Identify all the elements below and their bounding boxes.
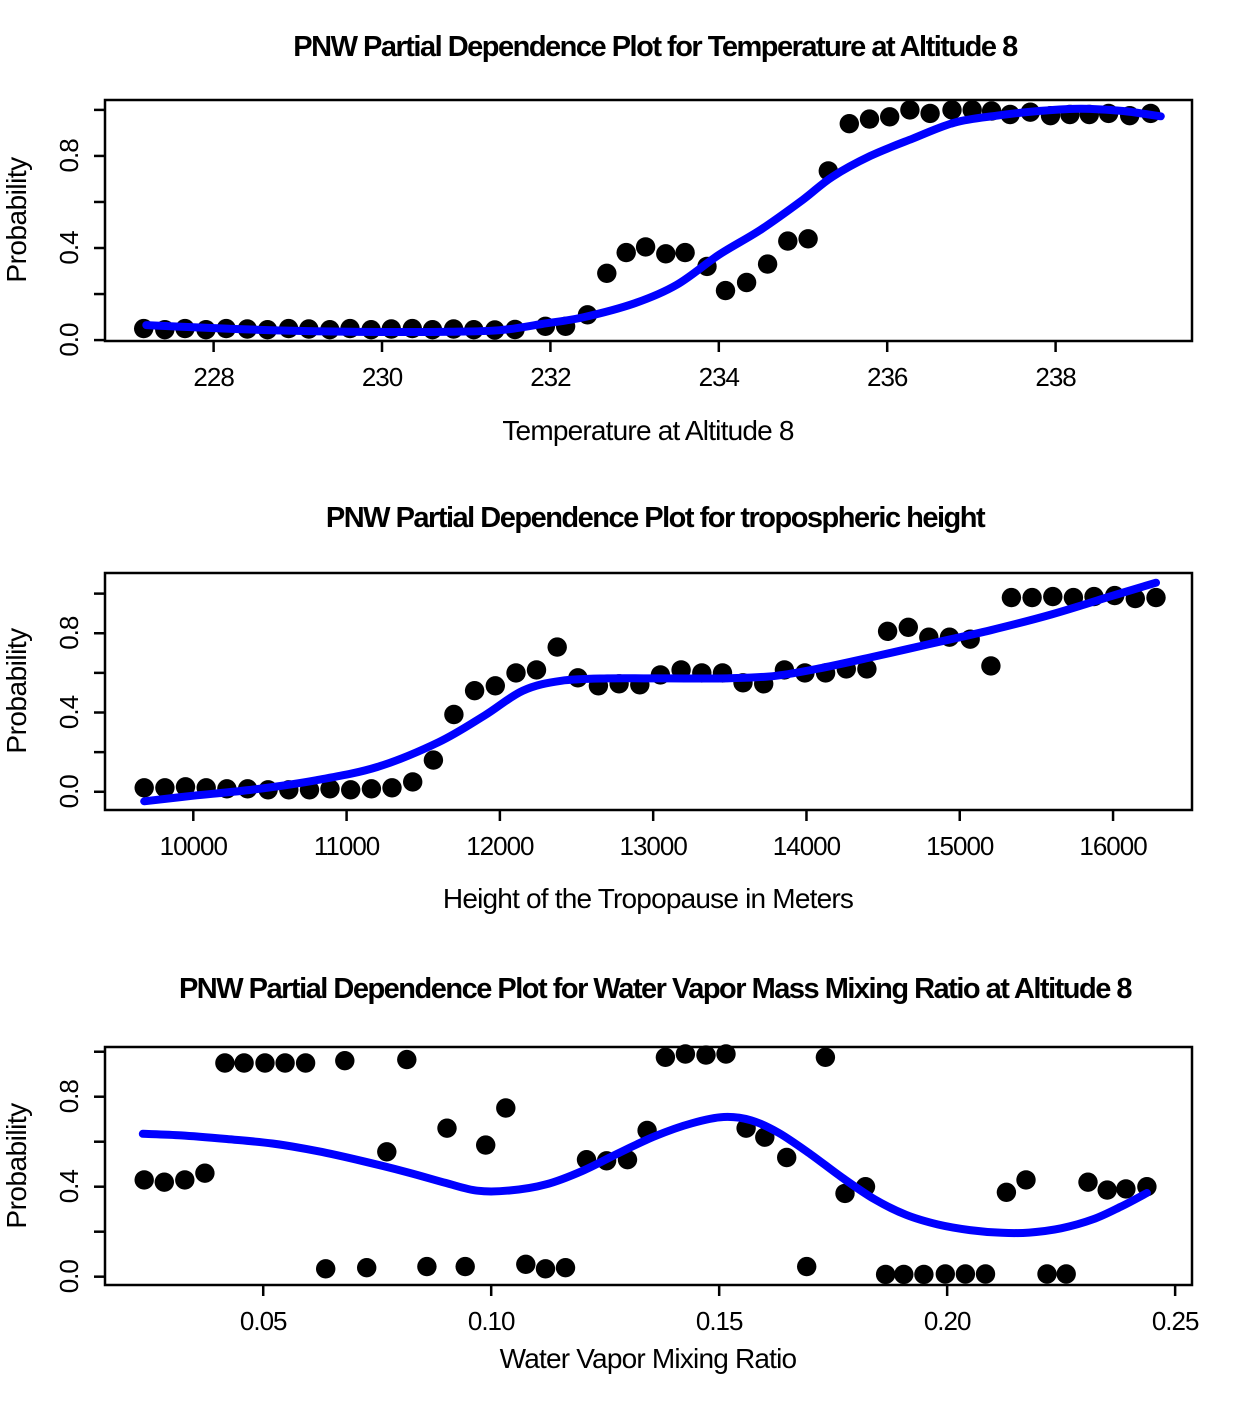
x-tick-label: 10000 <box>159 831 227 861</box>
y-axis-label: Probability <box>1 1103 32 1229</box>
plot-area <box>54 573 1192 861</box>
data-point <box>716 1044 735 1063</box>
x-tick-label: 0.25 <box>1151 1306 1199 1336</box>
data-point <box>496 1098 515 1117</box>
x-tick-label: 230 <box>361 362 403 392</box>
pdp-tropospheric-height-figure <box>0 470 1246 940</box>
pdp-water-vapor-figure <box>0 940 1246 1415</box>
data-point <box>234 1053 253 1072</box>
data-point <box>437 1119 456 1138</box>
data-point <box>536 1259 555 1278</box>
data-point <box>696 1045 715 1064</box>
data-point <box>362 779 381 798</box>
data-point <box>636 237 655 256</box>
y-tick-label: 0.4 <box>54 231 85 265</box>
x-tick-label: 13000 <box>619 831 687 861</box>
data-point <box>1037 1264 1056 1283</box>
data-point <box>195 1164 214 1183</box>
data-point <box>798 229 817 248</box>
y-tick-label: 0.4 <box>53 1170 84 1204</box>
data-point <box>956 1264 975 1283</box>
data-point <box>900 100 919 119</box>
data-point <box>1002 588 1021 607</box>
data-point <box>936 1264 955 1283</box>
data-point <box>357 1258 376 1277</box>
data-point <box>548 637 567 656</box>
plot-border <box>105 100 1192 341</box>
y-tick-label: 0.4 <box>54 695 85 730</box>
data-point <box>397 1050 416 1069</box>
data-point <box>215 1053 234 1072</box>
data-point <box>1022 588 1041 607</box>
data-point <box>597 264 616 283</box>
data-point <box>1116 1179 1135 1198</box>
data-point <box>335 1051 354 1070</box>
y-tick-label: 0.0 <box>53 1260 84 1294</box>
data-point <box>840 114 859 133</box>
data-point <box>860 109 879 128</box>
data-point <box>1098 1180 1117 1199</box>
data-point <box>465 681 484 700</box>
data-point <box>175 1170 194 1189</box>
data-point <box>377 1142 396 1161</box>
data-point <box>656 244 675 263</box>
data-point <box>1057 1264 1076 1283</box>
data-point <box>316 1259 335 1278</box>
data-point <box>486 676 505 695</box>
data-point <box>797 1257 816 1276</box>
y-tick-label: 0.8 <box>54 1080 85 1114</box>
data-point <box>778 231 797 250</box>
x-tick-label: 0.05 <box>239 1306 287 1336</box>
data-point <box>976 1264 995 1283</box>
data-point <box>456 1257 475 1276</box>
x-tick-label: 15000 <box>926 831 994 861</box>
data-point <box>135 1170 154 1189</box>
x-tick-label: 234 <box>698 362 740 392</box>
data-point <box>424 750 443 769</box>
data-point <box>676 1044 695 1063</box>
data-point <box>716 281 735 300</box>
data-point <box>506 663 525 682</box>
chart-title: PNW Partial Dependence Plot for tropospheric height <box>325 502 985 534</box>
x-tick-label: 11000 <box>313 831 380 861</box>
data-point <box>777 1148 796 1167</box>
x-tick-label: 16000 <box>1079 831 1147 861</box>
x-tick-label: 0.20 <box>923 1306 971 1336</box>
data-point <box>617 243 636 262</box>
x-tick-label: 12000 <box>466 831 534 861</box>
data-point <box>758 254 777 273</box>
data-point <box>920 104 939 123</box>
trend-curve <box>144 583 1156 802</box>
data-point <box>1146 588 1165 607</box>
data-point <box>997 1183 1016 1202</box>
trend-curve <box>146 109 1161 332</box>
data-point <box>275 1053 294 1072</box>
data-point <box>1043 587 1062 606</box>
x-tick-label: 0.10 <box>467 1306 515 1336</box>
y-tick-label: 0.0 <box>53 775 84 809</box>
x-tick-label: 232 <box>530 362 571 392</box>
data-point <box>135 778 154 797</box>
x-axis-label: Water Vapor Mixing Ratio <box>499 1343 797 1374</box>
y-axis-label: Probability <box>1 628 32 754</box>
y-tick-label: 0.8 <box>54 139 85 173</box>
data-point <box>816 1048 835 1067</box>
x-axis-label: Temperature at Altitude 8 <box>502 415 794 446</box>
data-point <box>444 705 463 724</box>
data-point <box>899 618 918 637</box>
data-point <box>296 1053 315 1072</box>
chart-title: PNW Partial Dependence Plot for Water Vapor Mass Mixing Ratio at Altitude 8 <box>178 973 1132 1005</box>
y-tick-label: 0.8 <box>54 616 85 650</box>
x-tick-label: 0.15 <box>695 1306 743 1336</box>
data-point <box>1078 1173 1097 1192</box>
data-point <box>255 1053 274 1072</box>
data-point <box>981 656 1000 675</box>
plot-border <box>105 1047 1192 1285</box>
data-point <box>894 1265 913 1284</box>
pdp-temperature-chart <box>0 0 1246 470</box>
x-tick-label: 228 <box>193 362 234 392</box>
pdp-temperature-figure <box>0 0 1246 470</box>
data-point <box>417 1257 436 1276</box>
y-axis-label: Probability <box>1 157 32 283</box>
data-point <box>675 243 694 262</box>
data-point <box>341 780 360 799</box>
pdp-tropospheric-height-chart <box>0 470 1246 940</box>
data-point <box>880 107 899 126</box>
data-point <box>527 660 546 679</box>
data-point <box>876 1265 895 1284</box>
y-tick-label: 0.0 <box>53 323 84 357</box>
data-point <box>914 1265 933 1284</box>
x-tick-label: 14000 <box>772 831 841 861</box>
plot-area <box>54 1044 1199 1336</box>
data-point <box>382 778 401 797</box>
plot-border <box>105 573 1192 810</box>
data-point <box>403 772 422 791</box>
data-point <box>155 1173 174 1192</box>
chart-title: PNW Partial Dependence Plot for Temperature at Altitude 8 <box>293 31 1017 63</box>
plot-area <box>54 100 1192 392</box>
data-point <box>516 1255 535 1274</box>
pdp-water-vapor-chart <box>0 940 1246 1415</box>
data-point <box>737 273 756 292</box>
data-point <box>556 1258 575 1277</box>
x-axis-label: Height of the Tropopause in Meters <box>442 883 854 914</box>
data-point <box>1016 1170 1035 1189</box>
x-tick-label: 236 <box>867 362 908 392</box>
data-point <box>942 100 961 119</box>
x-tick-label: 238 <box>1035 362 1076 392</box>
data-point <box>476 1135 495 1154</box>
data-point <box>656 1048 675 1067</box>
data-point <box>878 622 897 641</box>
